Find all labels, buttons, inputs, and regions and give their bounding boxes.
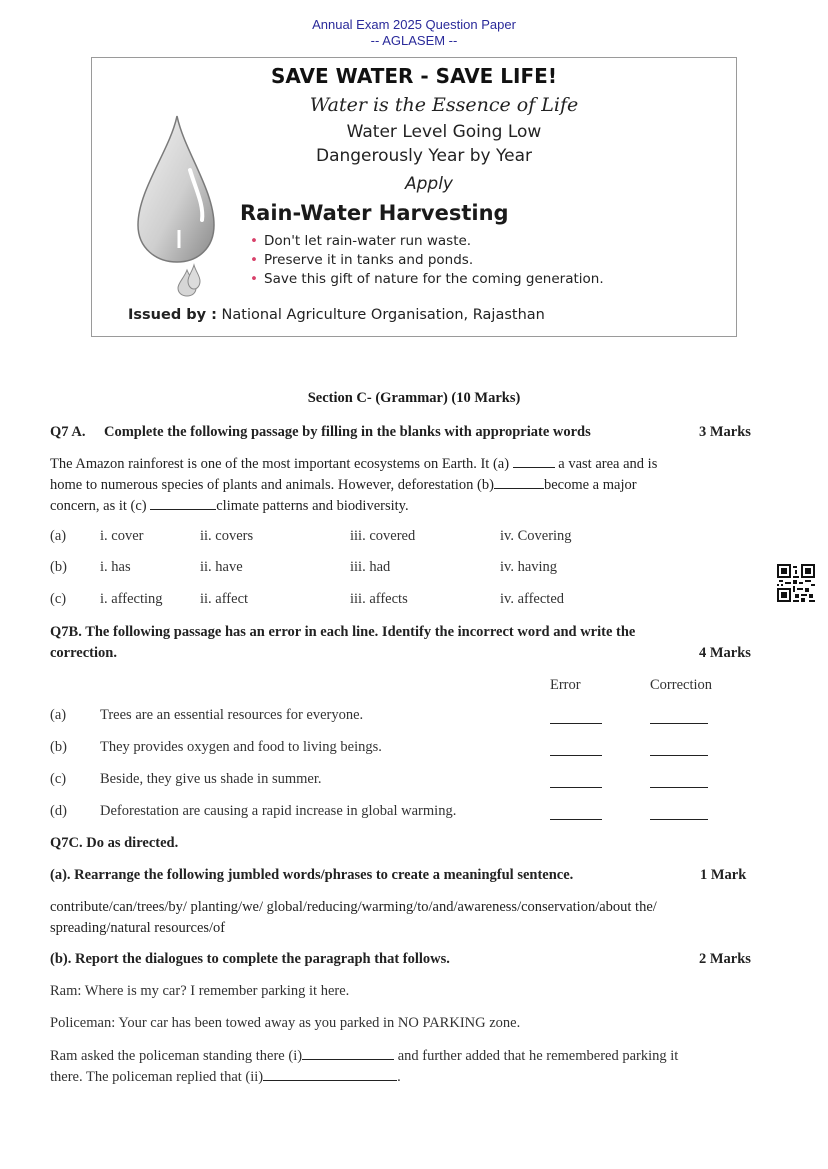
correction-blank[interactable] — [650, 709, 708, 724]
jumbled-words-line-2: spreading/natural resources/of — [50, 920, 226, 936]
bullet-icon: • — [250, 233, 258, 249]
option-3[interactable]: iii. affects — [350, 591, 408, 607]
save-water-poster — [91, 57, 737, 337]
error-row-b — [50, 739, 730, 760]
poster-headline: Rain-Water Harvesting — [240, 201, 509, 225]
option-4[interactable]: iv. Covering — [500, 528, 572, 544]
option-2[interactable]: ii. have — [200, 559, 243, 575]
q7a-instruction: Complete the following passage by filling in the blanks with appropriate words — [104, 424, 591, 440]
blank-ii[interactable] — [263, 1066, 397, 1081]
error-sentence: Trees are an essential resources for everyone. — [100, 707, 364, 723]
option-3[interactable]: iii. had — [350, 559, 391, 575]
q7c-b-instruction: (b). Report the dialogues to complete the paragraph that follows. — [50, 951, 450, 967]
q7a-number: Q7 A. — [50, 424, 86, 440]
q7a-passage-line-2: home to numerous species of plants and animals. However, deforestation (b) become a major — [50, 474, 637, 496]
poster-bullet: • Don't let rain-water run waste. — [250, 233, 472, 249]
poster-line-5: Apply — [405, 174, 453, 194]
water-drop-icon — [132, 110, 222, 300]
report-paragraph-line-2: there. The policeman replied that (ii) . — [50, 1066, 401, 1088]
q7b-instruction-line-2: correction. — [50, 645, 117, 661]
bullet-icon: • — [250, 252, 258, 268]
q7c-a-instruction: (a). Rearrange the following jumbled words/phrases to create a meaningful sentence. — [50, 867, 574, 883]
error-row-c — [50, 771, 730, 792]
error-label: (d) — [50, 803, 67, 819]
option-1[interactable]: i. cover — [100, 528, 144, 544]
q7a-marks: 3 Marks — [699, 424, 751, 440]
section-title: Section C- (Grammar) (10 Marks) — [307, 390, 521, 406]
correction-blank[interactable] — [650, 773, 708, 788]
q7b-instruction-line-1: Q7B. The following passage has an error in each line. Identify the incorrect word and write the — [50, 624, 636, 640]
small-drop-icon — [186, 263, 202, 291]
option-1[interactable]: i. has — [100, 559, 131, 575]
error-label: (a) — [50, 707, 67, 723]
option-4[interactable]: iv. affected — [500, 591, 565, 607]
correction-blank[interactable] — [650, 805, 708, 820]
bullet-icon: • — [250, 271, 258, 287]
dialogue-policeman: Policeman: Your car has been towed away as you parked in NO PARKING zone. — [50, 1015, 521, 1031]
q7a-passage-line-1: The Amazon rainforest is one of the most important ecosystems on Earth. It (a) a vast area and is — [50, 453, 657, 475]
error-sentence: They provides oxygen and food to living beings. — [100, 739, 382, 755]
option-3[interactable]: iii. covered — [350, 528, 416, 544]
option-label: (c) — [50, 591, 67, 607]
q7a-passage-line-3: concern, as it (c) climate patterns and biodiversity. — [50, 495, 409, 517]
blank-b[interactable] — [494, 474, 544, 489]
header-line-1: Annual Exam 2025 Question Paper — [312, 17, 516, 32]
poster-bullet: • Preserve it in tanks and ponds. — [250, 252, 474, 268]
option-2[interactable]: ii. covers — [200, 528, 254, 544]
poster-bullet: • Save this gift of nature for the coming generation. — [250, 271, 604, 287]
q7c-a-marks: 1 Mark — [700, 867, 747, 883]
error-blank[interactable] — [550, 805, 602, 820]
header-line-2: -- AGLASEM -- — [370, 33, 458, 48]
option-label: (b) — [50, 559, 67, 575]
poster-line-3: Water Level Going Low — [346, 122, 542, 142]
poster-line-4: Dangerously Year by Year — [315, 146, 532, 166]
qr-code-icon — [777, 564, 815, 602]
error-label: (b) — [50, 739, 67, 755]
poster-subtitle: Water is the Essence of Life — [309, 94, 579, 116]
blank-c[interactable] — [150, 495, 216, 510]
option-row-a — [50, 528, 650, 549]
error-row-a — [50, 707, 730, 728]
option-row-c — [50, 591, 650, 612]
error-sentence: Deforestation are causing a rapid increase in global warming. — [100, 803, 457, 819]
blank-a[interactable] — [513, 453, 555, 468]
poster-issued-by: Issued by : National Agriculture Organisation, Rajasthan — [128, 307, 545, 323]
error-column-header: Error — [550, 677, 581, 693]
option-row-b — [50, 559, 650, 580]
error-row-d — [50, 803, 730, 824]
q7b-marks: 4 Marks — [699, 645, 751, 661]
error-sentence: Beside, they give us shade in summer. — [100, 771, 322, 787]
option-label: (a) — [50, 528, 67, 544]
error-blank[interactable] — [550, 741, 602, 756]
error-blank[interactable] — [550, 773, 602, 788]
poster-title: SAVE WATER - SAVE LIFE! — [271, 64, 557, 88]
correction-column-header: Correction — [650, 677, 713, 693]
dialogue-ram: Ram: Where is my car? I remember parking it here. — [50, 983, 350, 999]
q7c-b-marks: 2 Marks — [699, 951, 751, 967]
option-4[interactable]: iv. having — [500, 559, 558, 575]
error-blank[interactable] — [550, 709, 602, 724]
report-paragraph-line-1: Ram asked the policeman standing there (i) and further added that he remembered parking it — [50, 1045, 678, 1067]
option-2[interactable]: ii. affect — [200, 591, 249, 607]
jumbled-words-line-1: contribute/can/trees/by/ planting/we/ global/reducing/warming/to/and/awareness/conservation/about the/ — [50, 899, 657, 915]
q7c-title: Q7C. Do as directed. — [50, 835, 179, 851]
option-1[interactable]: i. affecting — [100, 591, 163, 607]
error-label: (c) — [50, 771, 67, 787]
blank-i[interactable] — [302, 1045, 394, 1060]
correction-blank[interactable] — [650, 741, 708, 756]
